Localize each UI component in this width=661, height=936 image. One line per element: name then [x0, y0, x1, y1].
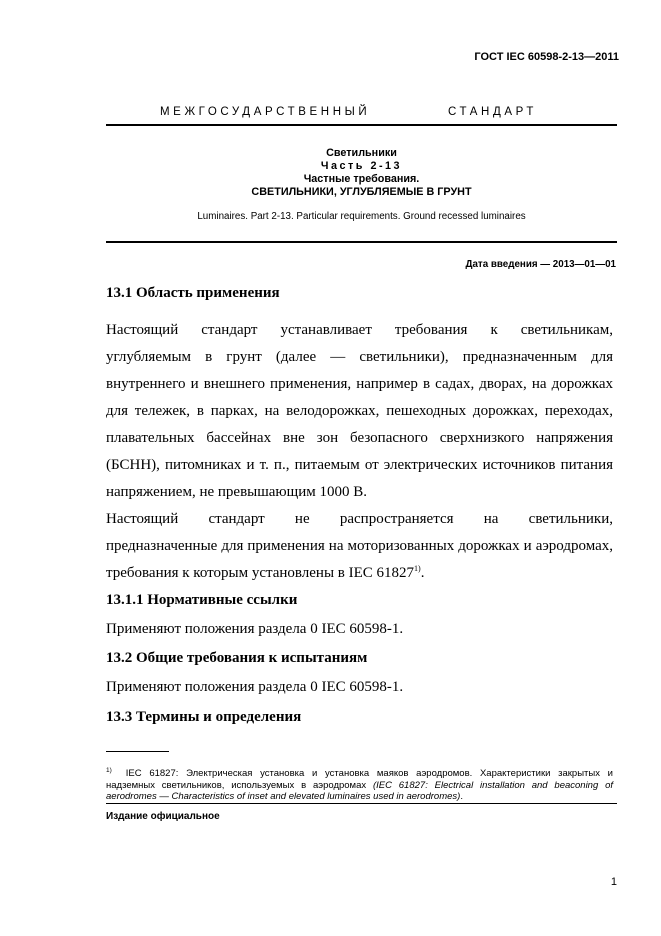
- section-13-2-text: Применяют положения раздела 0 IEC 60598-1.: [106, 679, 404, 695]
- paragraph-2-line-2: предназначенные для применения на моторизованных дорожках и аэродромах,: [106, 538, 613, 554]
- standard-label: СТАНДАРТ: [448, 106, 537, 118]
- footnote-rule: [106, 751, 169, 752]
- paragraph-2-end: .: [420, 565, 425, 581]
- introduction-date: Дата введения — 2013—01—01: [465, 259, 616, 270]
- paragraph-1-line-6: (БСНН), питомниках и т. п., питаемым от электрических источников питания: [106, 457, 613, 473]
- paragraph-2-line-3-text: требования к которым установлены в IEC 61827: [106, 565, 415, 581]
- paragraph-1-line-2: углубляемым в грунт (далее — светильники), предназначенным для: [106, 349, 613, 365]
- paragraph-2-line-1: Настоящий стандарт не распространяется на светильники,: [106, 511, 613, 527]
- paragraph-1-line-4: для тележек, в парках, на велодорожках, пешеходных дорожках, переходах,: [106, 403, 613, 419]
- title-line-1: Светильники: [326, 147, 397, 159]
- document-number: ГОСТ IEC 60598-2-13—2011: [474, 51, 619, 63]
- edition-label: Издание официальное: [106, 811, 220, 822]
- section-13-2-heading: 13.2 Общие требования к испытаниям: [106, 650, 368, 666]
- interstate-label: МЕЖГОСУДАРСТВЕННЫЙ: [160, 106, 371, 118]
- page-number: 1: [610, 876, 617, 888]
- paragraph-1-line-7: напряжением, не превышающим 1000 В.: [106, 484, 367, 500]
- paragraph-1-line-1: Настоящий стандарт устанавливает требования к светильникам,: [106, 322, 613, 338]
- footnote-end: .: [460, 791, 463, 802]
- paragraph-1-line-5: плавательных бассейнах вне зон безопасного сверхнизкого напряжения: [106, 430, 613, 446]
- title-block: [106, 147, 617, 199]
- section-13-1-1-text: Применяют положения раздела 0 IEC 60598-1.: [106, 621, 404, 637]
- section-13-1-1-heading: 13.1.1 Нормативные ссылки: [106, 592, 298, 608]
- english-title: Luminaires. Part 2-13. Particular requirements. Ground recessed luminaires: [197, 211, 526, 222]
- footnote: [106, 765, 613, 803]
- section-13-1-paragraph-1: [106, 317, 613, 506]
- footnote-english: (IEC 61827: Electrical installation and beaconing of aerodromes — Characteristics of inset and elevated luminaires used in aerodromes): [106, 779, 613, 802]
- footer-rule: [106, 803, 617, 804]
- footnote-text: IEC 61827: Электрическая установка и установка маяков аэродромов. Характеристики закрытых и надземных светильников, используемых в аэродромах: [106, 768, 613, 791]
- title-line-3: Частные требования.: [303, 173, 420, 185]
- title-line-2: Часть 2-13: [320, 160, 403, 172]
- section-13-3-heading: 13.3 Термины и определения: [106, 709, 302, 725]
- paragraph-1-line-3: внутреннего и внешнего применения, например в садах, дворах, на дорожках: [106, 376, 613, 392]
- paragraph-2-line-3: [106, 560, 613, 587]
- footnote-reference: 1): [414, 564, 421, 573]
- section-13-1-paragraph-2: [106, 506, 613, 587]
- section-13-1-heading: 13.1 Область применения: [106, 285, 280, 301]
- title-line-4: СВЕТИЛЬНИКИ, УГЛУБЛЯЕМЫЕ В ГРУНТ: [251, 186, 472, 198]
- footnote-mark: 1): [106, 767, 112, 774]
- header-rule: [106, 124, 617, 126]
- title-rule: [106, 241, 617, 243]
